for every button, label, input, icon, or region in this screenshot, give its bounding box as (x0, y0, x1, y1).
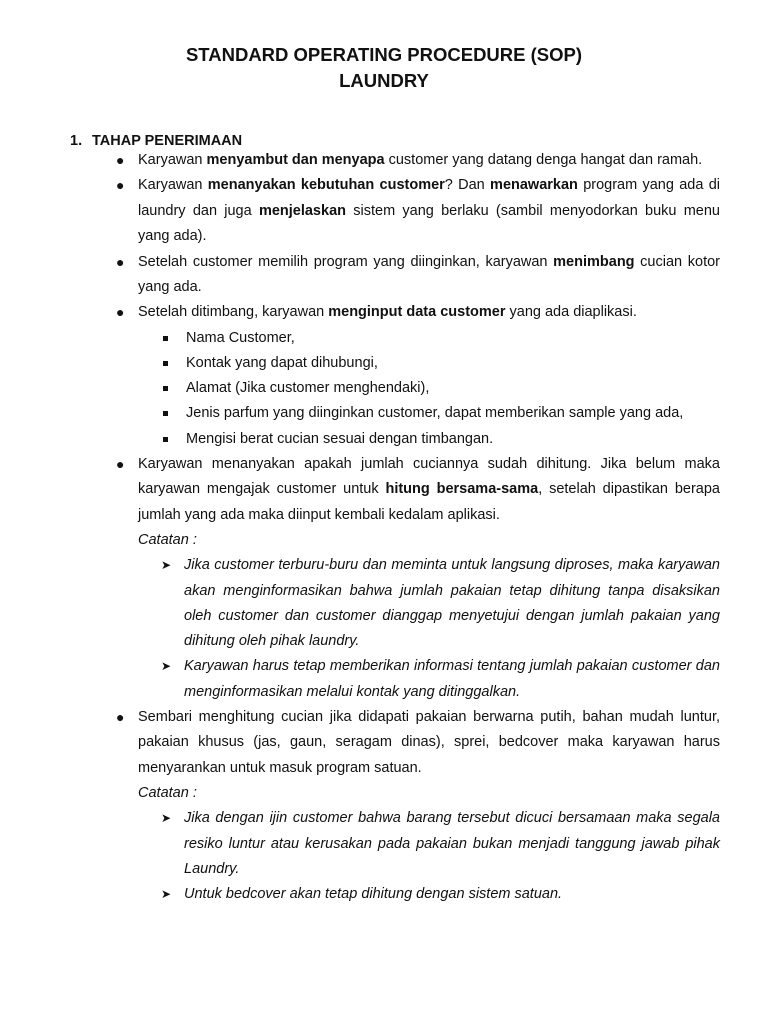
bullet-icon: ● (116, 177, 125, 194)
section-heading (70, 133, 242, 149)
item-text: Setelah ditimbang, karyawan (138, 304, 329, 321)
item-bold-text: menginput data customer (328, 304, 506, 321)
bullet-icon: ● (116, 304, 125, 321)
item-text: sistem yang berlaku (sambil menyodorkan buku menu yang ada). (138, 202, 720, 245)
note-item (138, 882, 720, 907)
list-item (0, 250, 768, 301)
sub-list-item (138, 427, 720, 452)
square-bullet-icon (163, 411, 168, 416)
bullet-icon: ● (116, 253, 125, 270)
note-label: Catatan : (138, 784, 197, 801)
title-line-1: STANDARD OPERATING PROCEDURE (SOP) (185, 44, 583, 65)
bullet-icon: ● (116, 708, 125, 725)
title-line-2: LAUNDRY (339, 70, 429, 91)
section-number: 1. (70, 133, 83, 149)
item-text: Karyawan (138, 152, 207, 168)
customer-data-sublist (138, 326, 720, 452)
item-bold-text: menyambut dan menyapa (206, 152, 385, 168)
note-list (138, 553, 720, 704)
item-text: , setelah dipastikan berapa jumlah yang ada maka diinput kembali kedalam aplikasi. (138, 481, 720, 523)
procedure-list (0, 148, 768, 907)
item-bold-text: menimbang (553, 253, 635, 270)
section-heading-text: TAHAP PENERIMAAN (92, 133, 243, 149)
list-item (0, 173, 768, 249)
item-bold-text: menanyakan kebutuhan customer (207, 177, 445, 194)
item-text: cucian kotor yang ada. (138, 253, 720, 296)
sub-list-item (138, 401, 720, 426)
note-label: Catatan : (138, 532, 197, 549)
note-text: Jika customer terburu-buru dan meminta untuk langsung diproses, maka karyawan akan menginformasikan bahwa jumlah pakaian tetap dihitung tanpa disaksikan oleh customer dan customer dianggap menyetujui dengan jumlah pakaian yang dihitung oleh pihak laundry. (184, 557, 720, 650)
sub-list-item (138, 351, 720, 376)
item-text: Sembari menghitung cucian jika didapati pakaian berwarna putih, bahan mudah luntur, pakaian khusus (jas, gaun, seragam dinas), sprei, bedcover maka karyawan harus menyarankan untuk masuk program satuan. (138, 708, 720, 776)
square-bullet-icon (163, 336, 168, 341)
sub-item-text: Jenis parfum yang diinginkan customer, dapat memberikan sample yang ada, (186, 405, 684, 422)
list-item (0, 705, 768, 907)
square-bullet-icon (163, 437, 168, 442)
sub-item-text: Mengisi berat cucian sesuai dengan timbangan. (186, 430, 494, 447)
item-text: Setelah customer memilih program yang diinginkan, karyawan (138, 253, 554, 270)
sub-list-item (138, 376, 720, 401)
item-text: yang ada diaplikasi. (505, 304, 637, 321)
item-text: ? Dan (444, 177, 491, 194)
list-item (0, 452, 768, 705)
note-text: Jika dengan ijin customer bahwa barang tersebut dicuci bersamaan maka segala resiko luntur atau kerusakan pada pakaian bukan menjadi tanggung jawab pihak Laundry. (184, 810, 720, 877)
item-text: Karyawan (138, 177, 208, 194)
note-item (138, 806, 720, 882)
item-text: Karyawan menanyakan apakah jumlah cuciannya sudah dihitung. Jika belum maka karyawan mengajak customer untuk (138, 455, 720, 498)
square-bullet-icon (163, 361, 168, 366)
arrow-bullet-icon: ➤ (161, 659, 172, 674)
bullet-icon: ● (116, 152, 125, 168)
square-bullet-icon (163, 386, 168, 391)
bullet-icon: ● (116, 455, 125, 472)
item-text: program yang ada di laundry dan juga (138, 177, 720, 219)
item-bold-text: hitung bersama-sama (385, 481, 539, 498)
note-item (138, 654, 720, 704)
item-bold-text: menjelaskan (258, 202, 346, 219)
note-item (138, 553, 720, 654)
list-item (0, 300, 768, 451)
arrow-bullet-icon: ➤ (161, 886, 172, 901)
arrow-bullet-icon: ➤ (161, 811, 172, 826)
document-title (0, 42, 768, 94)
note-text: Untuk bedcover akan tetap dihitung dengan sistem satuan. (184, 885, 563, 902)
item-bold-text: menawarkan (490, 177, 578, 194)
item-text: customer yang datang denga hangat dan ramah. (384, 152, 703, 168)
sub-item-text: Kontak yang dapat dihubungi, (186, 355, 378, 372)
sub-item-text: Nama Customer, (186, 329, 295, 346)
list-item (0, 148, 768, 173)
sub-list-item (138, 326, 720, 351)
arrow-bullet-icon: ➤ (161, 558, 172, 573)
note-text: Karyawan harus tetap memberikan informasi tentang jumlah pakaian customer dan menginformasikan melalui kontak yang ditinggalkan. (184, 658, 720, 700)
sub-item-text: Alamat (Jika customer menghendaki), (186, 380, 430, 397)
note-list (138, 806, 720, 907)
